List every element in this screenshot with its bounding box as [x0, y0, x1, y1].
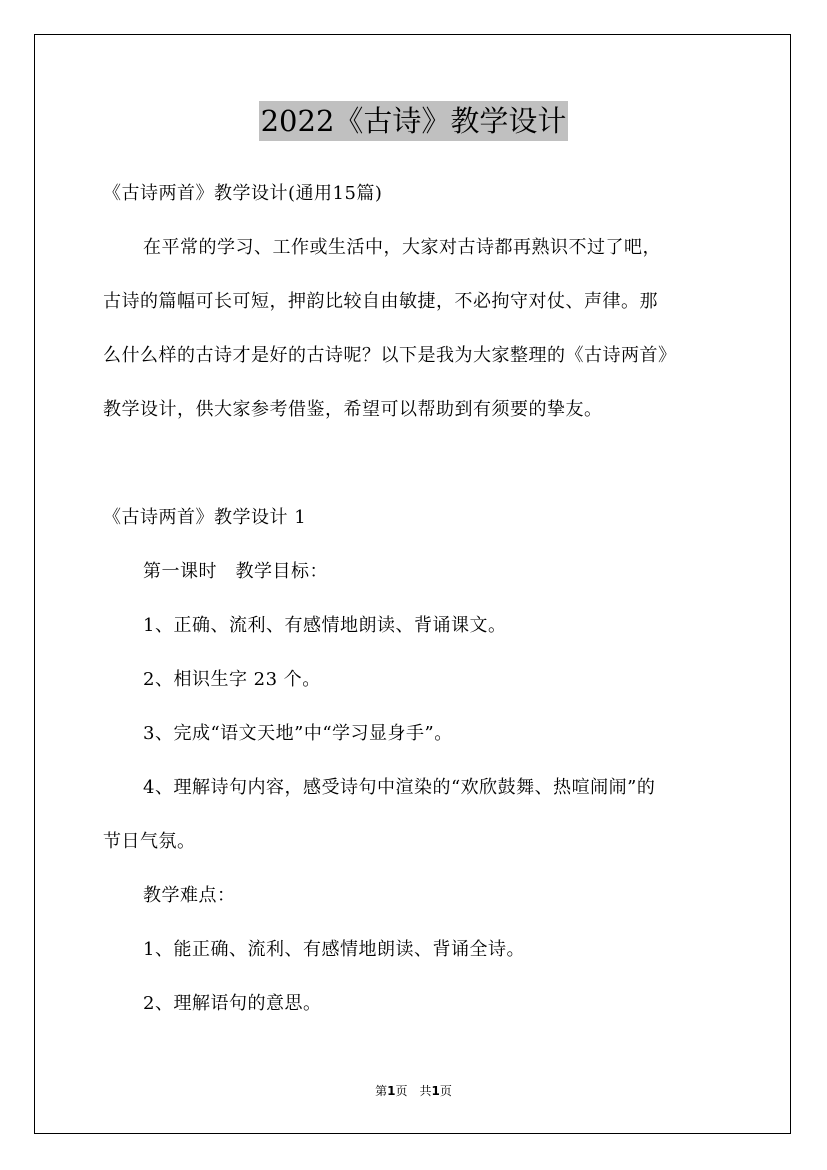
footer-page-mid: 页 共 — [395, 1084, 432, 1098]
difficulty-1: 1、能正确、流利、有感情地朗读、背诵全诗。 — [143, 939, 525, 960]
goal-2: 2、相识生字 23 个。 — [143, 669, 321, 690]
footer-page-pre: 第 — [375, 1084, 388, 1098]
goal-4: 4、理解诗句内容，感受诗句中渲染的“欢欣鼓舞、热喧闹闹”的 — [143, 777, 656, 798]
title-wrap — [0, 101, 827, 141]
document-title: 2022《古诗》教学设计 — [259, 101, 569, 141]
section-heading: 《古诗两首》教学设计 1 — [103, 507, 307, 528]
intro-line-1: 在平常的学习、工作或生活中，大家对古诗都再熟识不过了吧， — [143, 237, 661, 258]
goal-4-continued: 节日气氛。 — [103, 831, 196, 852]
intro-line-3: 么什么样的古诗才是好的古诗呢？以下是我为大家整理的《古诗两首》 — [103, 345, 677, 366]
goal-1: 1、正确、流利、有感情地朗读、背诵课文。 — [143, 615, 507, 636]
lesson-heading: 第一课时 教学目标： — [143, 561, 328, 582]
footer-page-num: 1 — [387, 1084, 396, 1098]
difficulty-heading: 教学难点： — [143, 885, 236, 906]
page-footer — [0, 1083, 827, 1099]
goal-3: 3、完成“语文天地”中“学习显身手”。 — [143, 723, 453, 744]
intro-line-4: 教学设计，供大家参考借鉴，希望可以帮助到有须要的挚友。 — [103, 399, 603, 420]
document-subtitle: 《古诗两首》教学设计(通用15篇) — [103, 183, 383, 204]
intro-line-2: 古诗的篇幅可长可短，押韵比较自由敏捷，不必拘守对仗、声律。那 — [103, 291, 658, 312]
difficulty-2: 2、理解语句的意思。 — [143, 993, 322, 1014]
footer-page-post: 页 — [439, 1084, 452, 1098]
footer-page-total: 1 — [431, 1084, 440, 1098]
